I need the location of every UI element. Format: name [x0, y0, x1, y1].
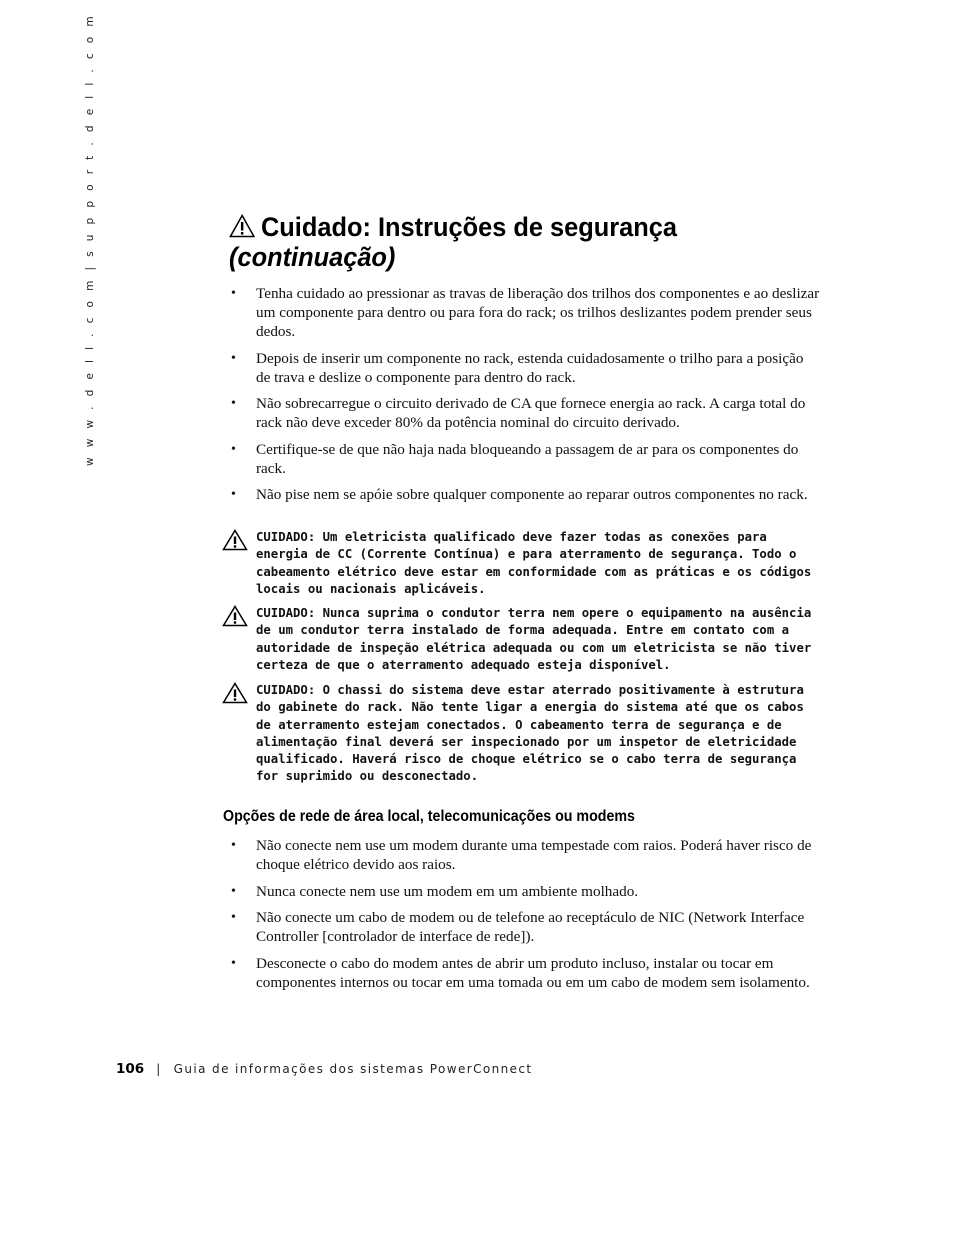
book-title: Guia de informações dos sistemas PowerConnect [173, 1062, 533, 1076]
warning-icon [229, 214, 255, 238]
page-number: 106 [116, 1061, 145, 1077]
warning-icon [222, 605, 248, 627]
page-title [229, 212, 793, 272]
warning-icon [222, 682, 248, 704]
warning-icon [222, 529, 248, 551]
list-item: • Não pise nem se apóie sobre qualquer componente ao reparar outros componentes no rack. [230, 485, 820, 504]
list-item: • Não conecte nem use um modem durante uma tempestade com raios. Poderá haver risco de choque elétrico devido aos raios. [230, 836, 820, 874]
rack-bullet-list [230, 284, 820, 512]
list-item: • Depois de inserir um componente no rack, estenda cuidadosamente o trilho para a posição de trava e deslize o componente para dentro do rack. [230, 349, 820, 387]
section-heading: Opções de rede de área local, telecomunicações ou modems [223, 808, 635, 825]
list-item: • Não sobrecarregue o circuito derivado de CA que fornece energia ao rack. A carga total do rack não deve exceder 80% da potência nominal do circuito derivado. [230, 394, 820, 432]
list-item: • Tenha cuidado ao pressionar as travas de liberação dos trilhos dos componentes e ao deslizar um componente para dentro ou para fora do rack; os trilhos deslizantes podem prender seus dedos. [230, 284, 820, 341]
title-continuation: (continuação) [229, 242, 396, 272]
list-item: • Desconecte o cabo do modem antes de abrir um produto incluso, instalar ou tocar em componentes internos ou tocar em uma tomada ou em um cabo de modem sem isolamento. [230, 954, 820, 992]
caution-text: CUIDADO: Nunca suprima o condutor terra nem opere o equipamento na ausência de um condutor terra instalado de forma adequada. Entre em contato com a autoridade de inspeção elétrica adequada ou com um eletricista se não tiver certeza de que o aterramento adequado esteja disponível. [256, 606, 812, 672]
page-footer [116, 1061, 816, 1077]
list-item: • Não conecte um cabo de modem ou de telefone ao receptáculo de NIC (Network Interface Controller [controlador de interface de rede]). [230, 908, 820, 946]
list-item: • Certifique-se de que não haja nada bloqueando a passagem de ar para os componentes do rack. [230, 440, 820, 478]
sidebar-url: w w w . d e l l . c o m | s u p p o r t . d e l l . c o m [84, 13, 96, 466]
footer-separator: | [156, 1062, 162, 1076]
caution-note [222, 682, 818, 786]
caution-note [222, 605, 818, 674]
list-item: • Nunca conecte nem use um modem em um ambiente molhado. [230, 882, 820, 901]
caution-text: CUIDADO: O chassi do sistema deve estar aterrado positivamente à estrutura do gabinete do rack. Não tente ligar a energia do sistema até que os cabos de aterramento estejam conectados. O cabeamento terra de segurança e de alimentação final deverá ser inspecionado por um inspetor de eletricidade qualificado. Haverá risco de choque elétrico se o cabo terra de segurança for suprimido ou desconectado. [256, 683, 804, 784]
title-main: Cuidado: Instruções de segurança [260, 212, 678, 242]
caution-note [222, 529, 818, 598]
modem-bullet-list [230, 836, 820, 999]
caution-text: CUIDADO: Um eletricista qualificado deve fazer todas as conexões para energia de CC (Corrente Contínua) e para aterramento de segurança. Todo o cabeamento elétrico deve estar em conformidade com as práticas e os códigos locais ou nacionais aplicáveis. [256, 530, 812, 596]
